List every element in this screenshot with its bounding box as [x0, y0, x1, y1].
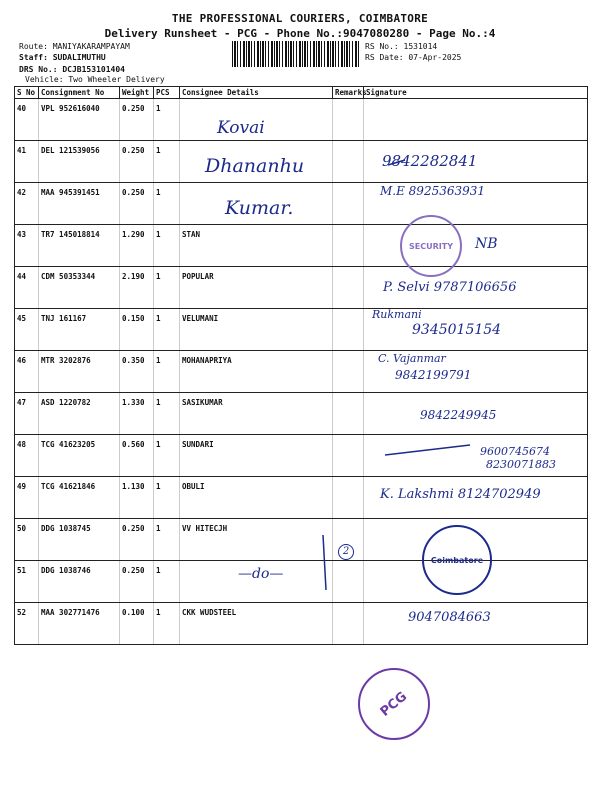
signature-row-45-name: Rukmani — [372, 308, 422, 321]
signature-row-41: 9842282841 — [382, 152, 478, 170]
signature-row-45-phone: 9345015154 — [412, 322, 502, 338]
cell-sno: 50 — [15, 519, 39, 561]
cell-sno: 49 — [15, 477, 39, 519]
cell-consignment: CDM 50353344 — [39, 267, 120, 309]
col-header-remarks: Remarks — [333, 87, 364, 99]
cell-sno: 43 — [15, 225, 39, 267]
rs-date-label: RS Date: 07-Apr-2025 — [365, 53, 462, 62]
cell-pcs: 1 — [154, 309, 180, 351]
cell-consignee: SUNDARI — [180, 435, 333, 477]
cell-sno: 45 — [15, 309, 39, 351]
cell-remarks — [333, 477, 364, 519]
cell-consignment: DDG 1038745 — [39, 519, 120, 561]
cell-weight: 0.250 — [120, 99, 154, 141]
cell-sno: 47 — [15, 393, 39, 435]
signature-row-44: P. Selvi 9787106656 — [383, 280, 517, 295]
pcg-round-stamp: PCG — [358, 668, 430, 740]
cell-consignee: CKK WUDSTEEL — [180, 603, 333, 645]
signature-row-48-a: 9600745674 — [480, 445, 550, 458]
cell-sno: 52 — [15, 603, 39, 645]
company-title: THE PROFESSIONAL COURIERS, COIMBATORE — [171, 12, 429, 25]
cell-weight: 2.190 — [120, 267, 154, 309]
cell-remarks — [333, 393, 364, 435]
cell-sno: 51 — [15, 561, 39, 603]
cell-weight: 0.100 — [120, 603, 154, 645]
security-stamp: SECURITY — [400, 215, 462, 277]
cell-sno: 44 — [15, 267, 39, 309]
cell-consignment: TR7 145018814 — [39, 225, 120, 267]
cell-weight: 0.250 — [120, 561, 154, 603]
cell-sno: 48 — [15, 435, 39, 477]
cell-consignment: TCG 41623205 — [39, 435, 120, 477]
cell-consignment: DEL 121539056 — [39, 141, 120, 183]
col-header-pcs: PCS — [154, 87, 180, 99]
cell-consignee: POPULAR — [180, 267, 333, 309]
handwritten-dhanan: Dhananhu — [205, 155, 305, 177]
cell-consignment: VPL 952616040 — [39, 99, 120, 141]
cell-remarks — [333, 225, 364, 267]
col-header-sno: S No — [15, 87, 39, 99]
cell-remarks — [333, 351, 364, 393]
cell-remarks — [333, 561, 364, 603]
staff-label: Staff: SUDALIMUTHU — [19, 53, 106, 62]
cell-pcs: 1 — [154, 141, 180, 183]
signature-row-46-phone: 9842199791 — [395, 368, 472, 382]
cell-weight: 1.130 — [120, 477, 154, 519]
cell-consignee: VELUMANI — [180, 309, 333, 351]
cell-consignee: STAN — [180, 225, 333, 267]
cell-consignment: TCG 41621846 — [39, 477, 120, 519]
table-row — [15, 309, 588, 351]
cell-pcs: 1 — [154, 561, 180, 603]
cell-pcs: 1 — [154, 519, 180, 561]
cell-remarks — [333, 141, 364, 183]
col-header-consignment: Consignment No — [39, 87, 120, 99]
table-row — [15, 183, 588, 225]
cell-weight: 0.350 — [120, 351, 154, 393]
handwritten-kumar: Kumar. — [225, 197, 294, 219]
handwritten-kovai: Kovai — [217, 118, 265, 138]
cell-pcs: 1 — [154, 393, 180, 435]
cell-weight: 0.250 — [120, 141, 154, 183]
signature-row-49: K. Lakshmi 8124702949 — [380, 487, 541, 502]
signature-row-48-b: 8230071883 — [486, 458, 556, 471]
cell-pcs: 1 — [154, 603, 180, 645]
cell-pcs: 1 — [154, 99, 180, 141]
signature-row-47: 9842249945 — [420, 408, 497, 422]
cell-weight: 0.150 — [120, 309, 154, 351]
vehicle-label: Vehicle: Two Wheeler Delivery — [25, 75, 165, 84]
cell-remarks — [333, 183, 364, 225]
table-row — [15, 393, 588, 435]
cell-consignee: VV HITECJH — [180, 519, 333, 561]
cell-consignment: MAA 302771476 — [39, 603, 120, 645]
cell-remarks — [333, 267, 364, 309]
cell-weight: 0.250 — [120, 519, 154, 561]
signature-row-43: NB — [475, 236, 498, 252]
cell-pcs: 1 — [154, 225, 180, 267]
table-row — [15, 561, 588, 603]
cell-sno: 40 — [15, 99, 39, 141]
cell-signature — [364, 99, 588, 141]
table-row — [15, 603, 588, 645]
cell-sno: 46 — [15, 351, 39, 393]
cell-consignee: MOHANAPRIYA — [180, 351, 333, 393]
cell-consignment: MTR 3202876 — [39, 351, 120, 393]
handwritten-ditto-mark: —do— — [238, 566, 284, 582]
cell-consignee: OBULI — [180, 477, 333, 519]
cell-weight: 1.290 — [120, 225, 154, 267]
col-header-consignee: Consignee Details — [180, 87, 333, 99]
col-header-weight: Weight — [120, 87, 154, 99]
cell-weight: 0.250 — [120, 183, 154, 225]
cell-pcs: 1 — [154, 267, 180, 309]
runsheet-subtitle: Delivery Runsheet - PCG - Phone No.:9047080280 - Page No.:4 — [104, 27, 496, 40]
cell-pcs: 1 — [154, 477, 180, 519]
cell-remarks — [333, 603, 364, 645]
signature-row-46-name: C. Vajanmar — [378, 352, 446, 365]
cell-pcs: 1 — [154, 351, 180, 393]
cell-remarks — [333, 435, 364, 477]
table-row — [15, 225, 588, 267]
table-row — [15, 519, 588, 561]
company-round-stamp: Coimbatore — [422, 525, 492, 595]
cell-consignment: DDG 1038746 — [39, 561, 120, 603]
signature-row-52: 9047084663 — [408, 610, 491, 625]
signature-row-42: M.E 8925363931 — [380, 184, 486, 198]
cell-weight: 1.330 — [120, 393, 154, 435]
cell-weight: 0.560 — [120, 435, 154, 477]
cell-sno: 41 — [15, 141, 39, 183]
cell-pcs: 1 — [154, 435, 180, 477]
cell-consignment: ASD 1220782 — [39, 393, 120, 435]
drs-label: DRS No.: DCJB153101404 — [19, 65, 125, 74]
rs-no-label: RS No.: 1531014 — [365, 42, 438, 51]
cell-pcs: 1 — [154, 183, 180, 225]
route-label: Route: MANIYAKARAMPAYAM — [19, 42, 130, 51]
cell-consignment: TNJ 161167 — [39, 309, 120, 351]
cell-sno: 42 — [15, 183, 39, 225]
table-row — [15, 351, 588, 393]
cell-consignee: SASIKUMAR — [180, 393, 333, 435]
cell-remarks — [333, 309, 364, 351]
col-header-signature: Signature — [364, 87, 588, 99]
barcode — [232, 41, 360, 67]
table-row — [15, 99, 588, 141]
handwritten-count: 2 — [338, 544, 354, 560]
cell-remarks — [333, 99, 364, 141]
table-header-row — [15, 87, 588, 99]
cell-consignment: MAA 945391451 — [39, 183, 120, 225]
